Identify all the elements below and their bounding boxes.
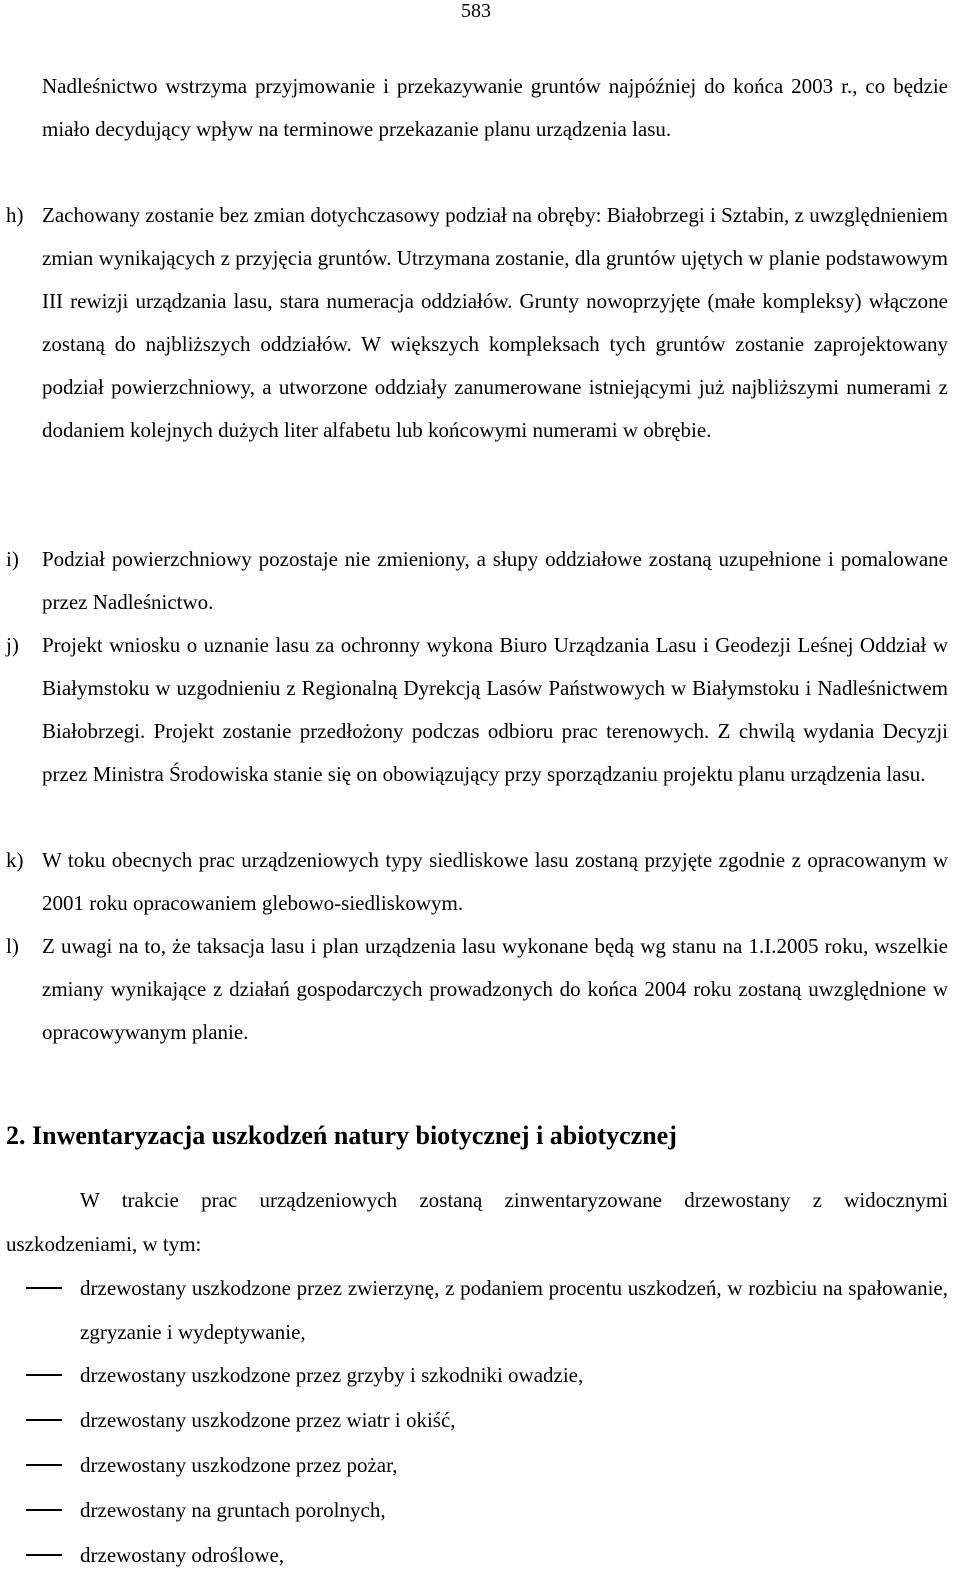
list-marker: h) — [6, 203, 24, 227]
section-paragraph: W trakcie prac urządzeniowych zostaną zinwentaryzowane drzewostany z widocznymi uszkodzeniami, w tym: — [6, 1188, 948, 1256]
list-item-j — [0, 624, 948, 796]
list-item-i — [0, 538, 948, 624]
list-marker: l) — [6, 934, 19, 958]
bullet-item — [0, 1353, 948, 1397]
bullet-item — [0, 1266, 948, 1354]
list-item-h — [0, 194, 948, 452]
dash-bullet-icon — [26, 1374, 62, 1376]
list-marker: k) — [6, 848, 24, 872]
bullet-text: drzewostany uszkodzone przez zwierzynę, z podaniem procentu uszkodzeń, w rozbiciu na spałowanie, zgryzanie i wydeptywanie, — [80, 1276, 948, 1344]
bullet-item — [0, 1533, 948, 1577]
bullet-text: drzewostany na gruntach porolnych, — [80, 1498, 386, 1522]
list-marker: i) — [6, 547, 19, 571]
bullet-text: drzewostany uszkodzone przez wiatr i okiść, — [80, 1408, 456, 1432]
page-number: 583 — [461, 0, 491, 22]
list-item-k — [0, 839, 948, 925]
dash-bullet-icon — [26, 1287, 62, 1289]
bullet-text: drzewostany uszkodzone przez pożar, — [80, 1453, 398, 1477]
dash-bullet-icon — [26, 1509, 62, 1511]
list-item-l — [0, 925, 948, 1054]
bullet-text: drzewostany uszkodzone przez grzyby i szkodniki owadzie, — [80, 1363, 584, 1387]
bullet-text: drzewostany odroślowe, — [80, 1543, 285, 1567]
list-item-text: Podział powierzchniowy pozostaje nie zmieniony, a słupy oddziałowe zostaną uzupełnione i pomalowane przez Nadleśnictwo. — [42, 547, 948, 614]
dash-bullet-icon — [26, 1464, 62, 1466]
bullet-item — [0, 1488, 948, 1532]
list-item-text: Zachowany zostanie bez zmian dotychczasowy podział na obręby: Białobrzegi i Sztabin, z uwzględnieniem zmian wynikających z przyjęcia gruntów. Utrzymana zostanie, dla gruntów ujętych w planie podstawowym III rewizji urządzania lasu, stara numeracja oddziałów. Grunty nowoprzyjęte (małe kompleksy) włączone zostaną do najbliższych oddziałów. W większych kompleksach tych gruntów zostanie zaprojektowany podział powierzchniowy, a utworzone oddziały zanumerowane istniejącymi już najbliższymi numerami z dodaniem kolejnych dużych liter alfabetu lub końcowymi numerami w obrębie. — [42, 203, 948, 442]
list-item-text: Projekt wniosku o uznanie lasu za ochronny wykona Biuro Urządzania Lasu i Geodezji Leśnej Oddział w Białymstoku w uzgodnieniu z Regionalną Dyrekcją Lasów Państwowych w Białymstoku i Nadleśnictwem Białobrzegi. Projekt zostanie przedłożony podczas odbioru prac terenowych. Z chwilą wydania Decyzji przez Ministra Środowiska stanie się on obowiązujący przy sporządzaniu projektu planu urządzenia lasu. — [42, 633, 948, 786]
bullet-item — [0, 1443, 948, 1487]
bullet-item — [0, 1398, 948, 1442]
section-heading: 2. Inwentaryzacja uszkodzeń natury biotycznej i abiotycznej — [6, 1121, 677, 1150]
list-item-text: W toku obecnych prac urządzeniowych typy siedliskowe lasu zostaną przyjęte zgodnie z opracowanym w 2001 roku opracowaniem glebowo-siedliskowym. — [42, 848, 948, 915]
list-item-text: Z uwagi na to, że taksacja lasu i plan urządzenia lasu wykonane będą wg stanu na 1.I.2005 roku, wszelkie zmiany wynikające z działań gospodarczych prowadzonych do końca 2004 roku zostaną uwzględnione w opracowywanym planie. — [42, 934, 948, 1044]
list-marker: j) — [6, 633, 19, 657]
dash-bullet-icon — [26, 1419, 62, 1421]
intro-paragraph: Nadleśnictwo wstrzyma przyjmowanie i przekazywanie gruntów najpóźniej do końca 2003 r., co będzie miało decydujący wpływ na terminowe przekazanie planu urządzenia lasu. — [42, 74, 948, 141]
dash-bullet-icon — [26, 1554, 62, 1556]
